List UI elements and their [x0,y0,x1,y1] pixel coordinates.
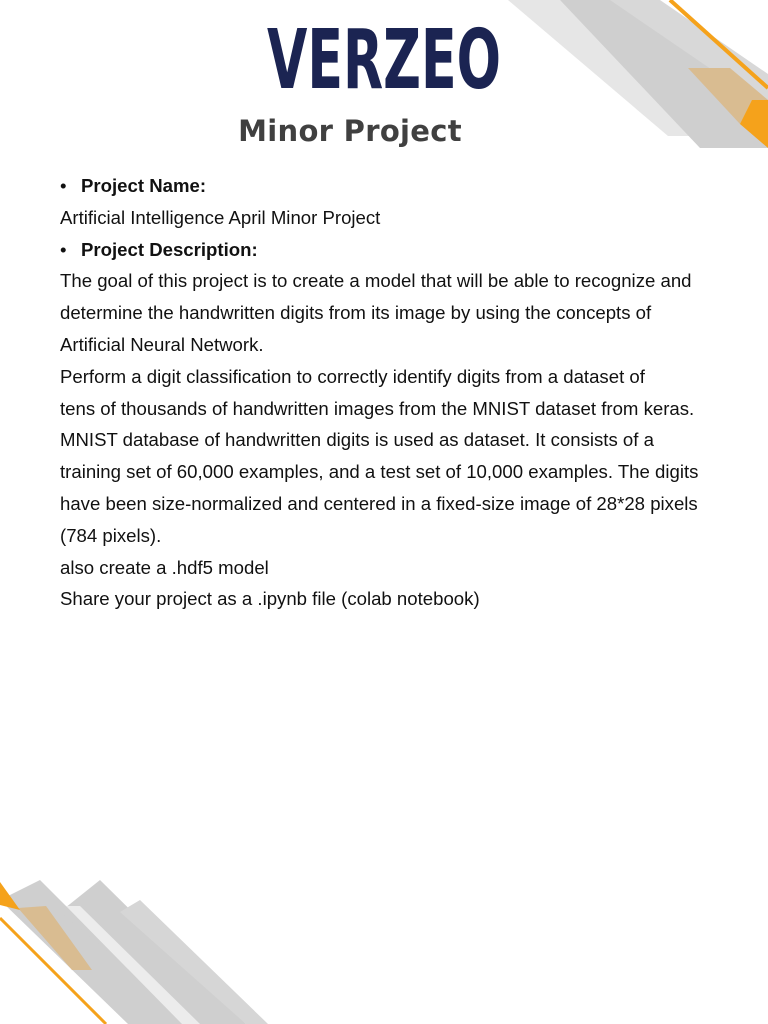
description-line: determine the handwritten digits from its image by using the concepts of [60,302,652,324]
verzeo-logo-mark [264,13,504,108]
verzeo-logo [0,13,768,108]
description-line: have been size-normalized and centered in a fixed-size image of 28*28 pixels [60,492,698,514]
description-line: tens of thousands of handwritten images from the MNIST dataset from keras. [60,397,695,419]
project-name-label: Project Name: [81,175,207,196]
description-line: MNIST database of handwritten digits is used as dataset. It consists of a [60,429,654,451]
bottom-left-stripes [0,880,268,1024]
description-line: (784 pixels). [60,524,162,546]
description-line: The goal of this project is to create a model that will be able to recognize and [60,270,692,292]
description-line: Artificial Neural Network. [60,333,264,355]
page-title: Minor Project [238,114,462,148]
bullet-icon: • [60,175,67,196]
bullet-icon: • [60,238,67,260]
logo-text: VERZEO [267,13,501,108]
project-name-heading [60,170,740,202]
project-description-label: Project Description: [81,238,258,260]
project-description-heading [60,234,740,266]
description-line: Perform a digit classification to correctly identify digits from a dataset of [60,365,645,387]
description-line: Share your project as a .ipynb file (colab notebook) [60,588,480,610]
description-line: also create a .hdf5 model [60,556,269,578]
document-body [60,170,740,615]
project-name-value: Artificial Intelligence April Minor Project [60,206,381,228]
description-line: training set of 60,000 examples, and a test set of 10,000 examples. The digits [60,461,699,483]
